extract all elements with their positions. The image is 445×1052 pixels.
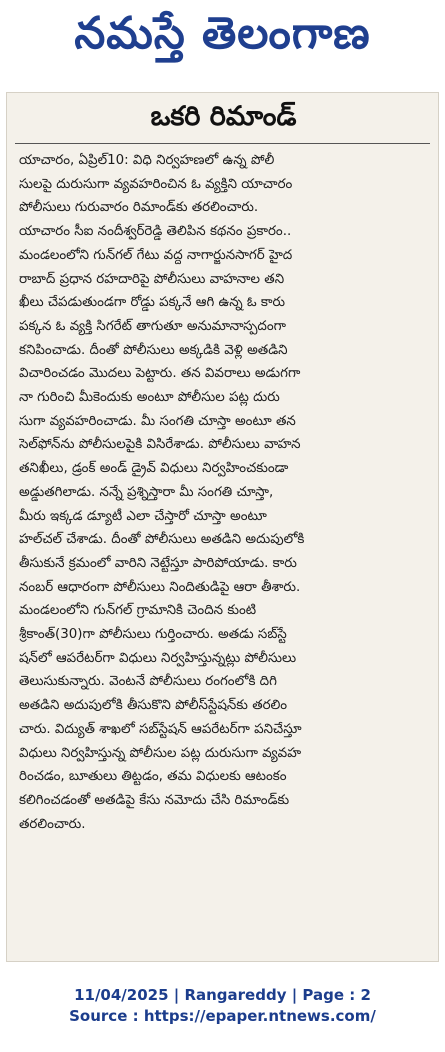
article-line: కనిపించాడు. దీంతో పోలీసులు అక్కడికి వెళ్లి అతడిని: [19, 342, 288, 358]
article-line: అడ్డుతగిలాడు. నన్నే ప్రశ్నిస్తారా మీ సంగతి చూస్తా,: [19, 484, 274, 500]
article-line: మండలంలోని గున్‌గల్ గేటు వద్ద నాగార్జునసాగర్ హైద: [19, 247, 293, 263]
edition-info: 11/04/2025 | Rangareddy | Page : 2: [74, 986, 371, 1004]
article-line: రాబాద్ ప్రధాన రహదారిపై పోలీసులు వాహనాల తని: [19, 271, 285, 287]
article-line: రించడం, బూతులు తిట్టడం, తమ విధులకు ఆటంకం: [19, 769, 287, 785]
article-line: నా గురించి మీకెందుకు అంటూ పోలీసుల పట్ల దురు: [19, 390, 280, 406]
page-footer: [0, 985, 445, 1027]
article-line: హల్‌చల్ చేశాడు. దీంతో పోలీసులు అతడిని అదుపులోకి: [19, 532, 305, 548]
article-line: నంబర్ ఆధారంగా పోలీసులు నిందితుడిపై ఆరా తీశారు.: [19, 579, 301, 595]
article-line: యాచారం సీఐ నందీశ్వర్‌రెడ్డి తెలిపిన కథనం ప్రకారం..: [19, 224, 292, 240]
article-line: తరలించారు.: [19, 816, 86, 832]
article-line: యాచారం, ఏప్రిల్10: విధి నిర్వహణలో ఉన్న పోలీ: [19, 153, 275, 168]
newspaper-logo: నమస్తే తెలంగాణ: [74, 8, 371, 59]
article-line: ఖీలు చేపడుతుండగా రోడ్డు పక్కనే ఆగి ఉన్న ఓ కారు: [19, 295, 286, 311]
article-line: మండలంలోని గున్‌గల్ గ్రామానికి చెందిన కుంటి: [19, 603, 257, 619]
article-headline: ఒకరి రిమాండ్: [150, 101, 297, 132]
source-link[interactable]: Source : https://epaper.ntnews.com/: [69, 1007, 376, 1025]
article-clipping: [6, 92, 439, 962]
article-line: పక్కన ఓ వ్యక్తి సిగరేట్ తాగుతూ అనుమానాస్పదంగా: [19, 318, 286, 334]
article-line: అతడిని అదుపులోకి తీసుకొని పోలీస్‌స్టేషన్‌కు తరలిం: [19, 698, 288, 714]
article-line: తెలుసుకున్నారు. వెంటనే పోలీసులు రంగంలోకి దిగి: [19, 674, 277, 690]
article-line: తనిఖీలు, డ్రంక్ అండ్ డ్రైవ్ విధులు నిర్వహించకుండా: [19, 461, 289, 477]
article-line: విచారించడం మొదలు పెట్టారు. తన వివరాలు అడుగగా: [19, 366, 301, 382]
article-line: సుగా వ్యవహరించాడు. మీ సంగతి చూస్తా అంటూ తన: [19, 413, 296, 429]
article-line: సులపై దురుసుగా వ్యవహరించిన ఓ వ్యక్తిని యాచారం: [19, 176, 293, 192]
article-line: శ్రీకాంత్(30)గా పోలీసులు గుర్తించారు. అతడు సబ్‌స్టే: [19, 627, 287, 643]
article-line: షన్‌లో ఆపరేటర్‌గా విధులు నిర్వహిస్తున్నట్లు పోలీసులు: [19, 650, 297, 666]
article-line: కలిగించడంతో అతడిపై కేసు నమోదు చేసి రిమాండ్‌కు: [19, 792, 290, 808]
headline-divider: [15, 143, 430, 144]
article-line: సెల్‌ఫోన్‌ను పోలీసులపైకి విసిరేశాడు. పోలీసులు వాహన: [19, 437, 301, 453]
article-line: పోలీసులు గురువారం రిమాండ్‌కు తరలించారు.: [19, 200, 259, 216]
article-body: [19, 149, 429, 836]
article-line: చారు. విద్యుత్ శాఖలో సబ్‌స్టేషన్ ఆపరేటర్‌గా పనిచేస్తూ: [19, 721, 302, 737]
article-line: మీరు ఇక్కడ డ్యూటీ ఎలా చేస్తారో చూస్తా అంటూ: [19, 508, 267, 524]
article-line: తీసుకునే క్రమంలో వారిని నెట్టేస్తూ పారిపోయాడు. కారు: [19, 555, 297, 571]
article-line: విధులు నిర్వహిస్తున్న పోలీసుల పట్ల దురుసుగా వ్యవహ: [19, 745, 302, 761]
masthead: [0, 0, 445, 78]
